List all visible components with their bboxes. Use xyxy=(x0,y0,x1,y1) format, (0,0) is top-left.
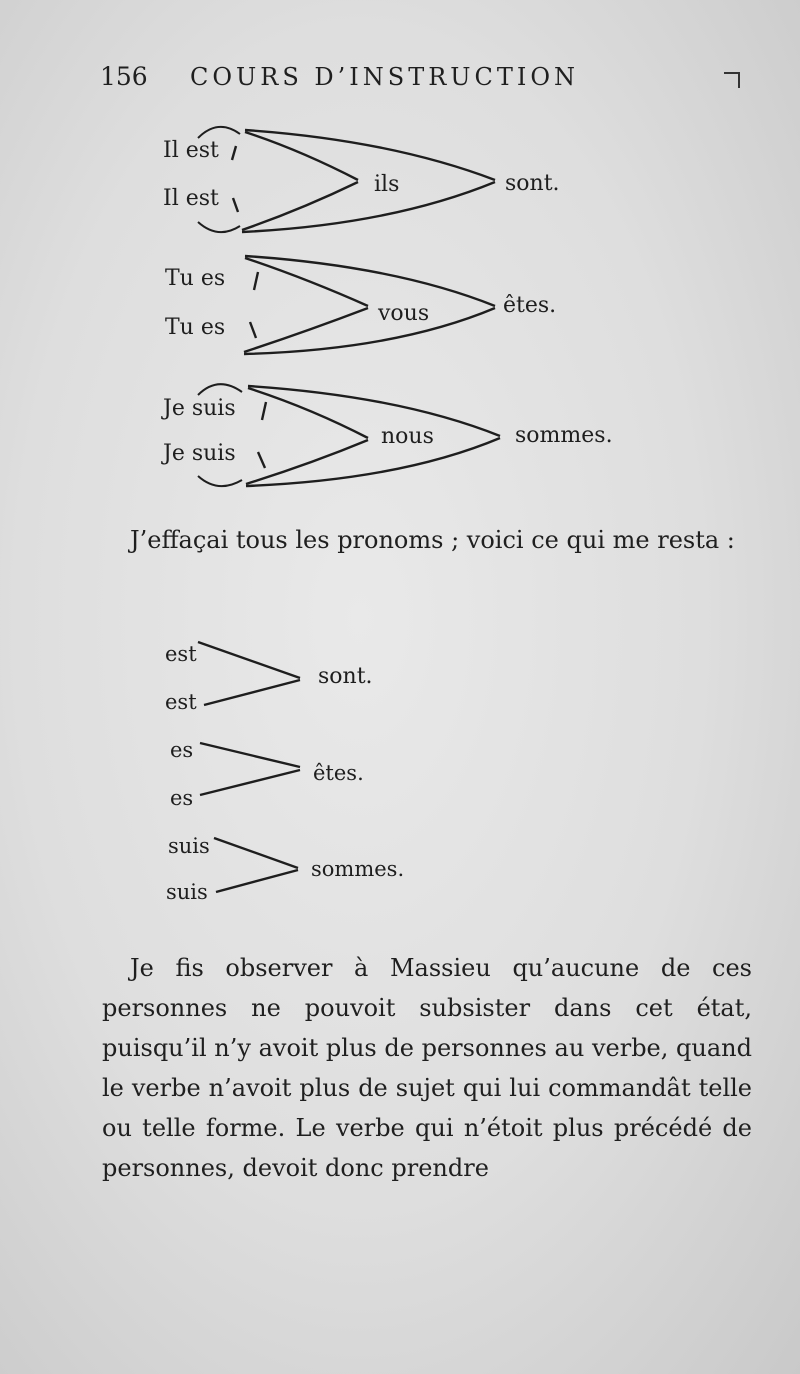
label-ils: ils xyxy=(374,172,400,197)
arc-icon xyxy=(198,127,240,138)
connector-line xyxy=(200,743,300,767)
connector-line xyxy=(246,438,500,486)
connector-line xyxy=(204,680,300,705)
tick-icon xyxy=(250,322,256,338)
label-sont-2: sont. xyxy=(318,664,373,689)
label-es-bottom: es xyxy=(170,786,194,810)
running-head: COURS D’INSTRUCTION xyxy=(190,63,580,91)
label-tu-es-bottom: Tu es xyxy=(165,315,226,340)
label-suis-bottom: suis xyxy=(166,880,208,904)
label-vous: vous xyxy=(378,301,430,326)
label-sommes-2: sommes. xyxy=(311,857,405,881)
diagram-group-est xyxy=(165,642,373,714)
label-est-top: est xyxy=(165,642,197,666)
label-etes: êtes. xyxy=(503,293,557,318)
connector-line xyxy=(248,386,500,436)
arc-icon xyxy=(198,384,242,395)
connector-line xyxy=(248,388,368,438)
connector-line xyxy=(245,132,358,180)
tick-icon xyxy=(232,146,236,160)
label-tu-es-top: Tu es xyxy=(165,266,226,291)
label-je-suis-top: Je suis xyxy=(163,396,236,421)
connector-line xyxy=(200,770,300,795)
arc-icon xyxy=(198,222,240,232)
label-je-suis-bottom: Je suis xyxy=(163,441,236,466)
connector-line xyxy=(242,182,495,232)
label-est-bottom: est xyxy=(165,690,197,714)
tick-icon xyxy=(258,452,265,468)
diagram-group-tu xyxy=(165,256,556,354)
diagram-group-il xyxy=(163,127,560,232)
diagram-group-suis xyxy=(166,834,404,904)
arc-icon xyxy=(198,476,242,486)
label-nous: nous xyxy=(381,424,434,449)
tick-icon xyxy=(262,402,266,420)
label-es-top: es xyxy=(170,738,194,762)
label-etes-2: êtes. xyxy=(313,761,364,785)
connector-line xyxy=(216,870,298,892)
diagram-group-es xyxy=(170,738,364,810)
connector-line xyxy=(244,308,495,354)
paragraph-pronoms: J’effaçai tous les pronoms ; voici ce qui me resta : xyxy=(130,526,735,554)
page-number: 156 xyxy=(100,62,148,91)
tick-icon xyxy=(233,198,238,212)
connector-line xyxy=(198,642,300,678)
connector-line xyxy=(245,130,495,180)
tick-icon xyxy=(254,272,258,290)
connector-line xyxy=(245,258,368,306)
connector-line xyxy=(214,838,298,868)
label-il-est-top: Il est xyxy=(163,138,219,163)
label-suis-top: suis xyxy=(168,834,210,858)
paragraph-massieu: Je fis observer à Massieu qu’aucune de ces personnes ne pouvoit subsister dans cet état, puisqu’il n’y avoit plus de personnes au verbe, quand le verbe n’avoit plus de sujet qui lui commandât telle ou telle forme. Le verbe qui n’étoit plus précédé de personnes, devoit donc prendre xyxy=(102,954,752,1182)
connector-line xyxy=(245,256,495,306)
label-il-est-bottom: Il est xyxy=(163,186,219,211)
label-sont: sont. xyxy=(505,171,560,196)
label-sommes: sommes. xyxy=(515,423,613,448)
diagram-group-je xyxy=(161,384,613,486)
